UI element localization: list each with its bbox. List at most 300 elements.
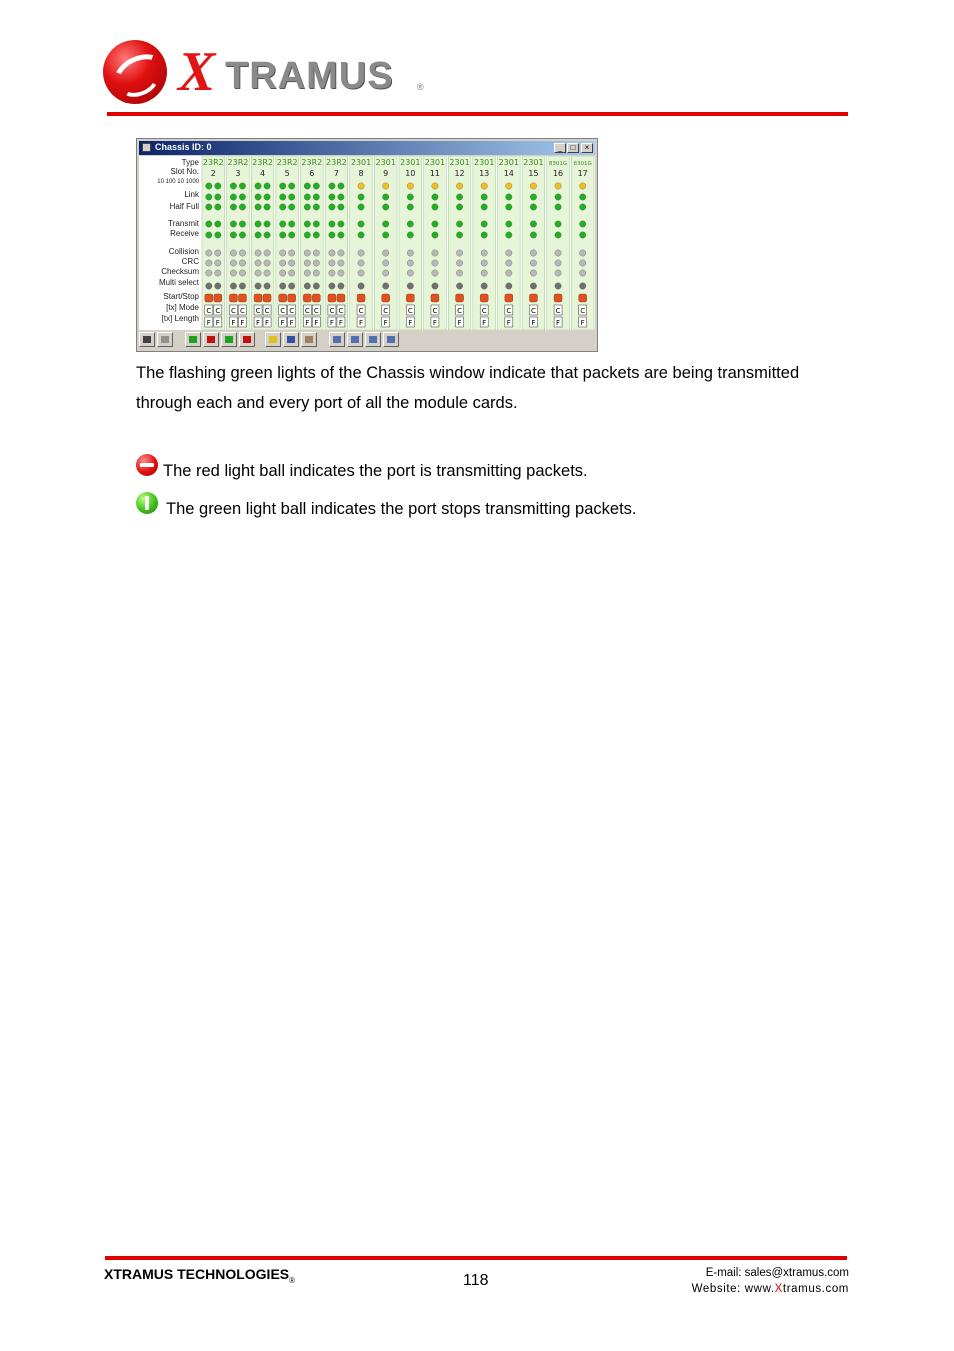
link-led bbox=[338, 194, 344, 200]
duplex-led bbox=[288, 204, 294, 210]
stop-selected-icon bbox=[243, 336, 251, 343]
port-config-button-3[interactable] bbox=[365, 332, 381, 347]
crc-led bbox=[407, 260, 413, 266]
tx-mode-value: C bbox=[215, 307, 221, 315]
tx-mode-value: C bbox=[255, 307, 261, 315]
crc-led bbox=[456, 260, 462, 266]
tx-length-value: F bbox=[240, 319, 245, 327]
transmit-led bbox=[506, 221, 512, 227]
multi-select-button bbox=[456, 283, 462, 289]
tx-length-value: F bbox=[383, 319, 388, 327]
multi-select-button bbox=[579, 283, 585, 289]
module-type: 23R2 bbox=[252, 158, 273, 167]
crc-led bbox=[206, 260, 212, 266]
transmit-led bbox=[304, 221, 310, 227]
receive-led bbox=[288, 232, 294, 238]
speed-led bbox=[506, 183, 512, 189]
link-led bbox=[313, 194, 319, 200]
port-config-button-1[interactable] bbox=[329, 332, 345, 347]
chassis-grid bbox=[139, 156, 595, 330]
receive-led bbox=[506, 232, 512, 238]
tx-length-value: F bbox=[329, 319, 334, 327]
tx-length-value: F bbox=[580, 319, 585, 327]
port-config-button-4[interactable] bbox=[383, 332, 399, 347]
module-column-bg bbox=[522, 156, 545, 330]
start-stop-button bbox=[456, 294, 464, 302]
start-stop-button bbox=[303, 294, 311, 302]
clear-counters-icon bbox=[269, 336, 277, 343]
tx-length-value: F bbox=[556, 319, 561, 327]
window-title-bar[interactable] bbox=[139, 141, 595, 155]
tx-mode-value: C bbox=[264, 307, 270, 315]
tx-mode-value: C bbox=[304, 307, 310, 315]
receive-led bbox=[215, 232, 221, 238]
multi-select-button bbox=[555, 283, 561, 289]
module-type: 2301 bbox=[474, 158, 495, 167]
crc-led bbox=[481, 260, 487, 266]
module-column bbox=[522, 156, 545, 330]
module-column bbox=[350, 156, 373, 330]
tx-length-value: F bbox=[457, 319, 462, 327]
transmit-led bbox=[255, 221, 261, 227]
description-paragraph: The flashing green lights of the Chassis window indicate that packets are being transmitted through each and every port of all the module cards. bbox=[136, 364, 800, 412]
collision-led bbox=[338, 250, 344, 256]
receive-led bbox=[239, 232, 245, 238]
module-column-bg bbox=[251, 156, 274, 330]
link-led bbox=[481, 194, 487, 200]
checksum-led bbox=[456, 270, 462, 276]
collision-led bbox=[579, 250, 585, 256]
link-led bbox=[579, 194, 585, 200]
settings-button[interactable] bbox=[301, 332, 317, 347]
collision-led bbox=[382, 250, 388, 256]
tx-length-value: F bbox=[482, 319, 487, 327]
collision-led bbox=[255, 250, 261, 256]
duplex-led bbox=[579, 204, 585, 210]
module-slot: 4 bbox=[260, 169, 266, 178]
multi-select-button bbox=[288, 283, 294, 289]
link-led bbox=[288, 194, 294, 200]
link-led bbox=[456, 194, 462, 200]
tx-length-value: F bbox=[265, 319, 270, 327]
duplex-led bbox=[382, 204, 388, 210]
module-slot: 13 bbox=[479, 169, 490, 178]
tx-mode-value: C bbox=[206, 307, 212, 315]
module-slot: 3 bbox=[235, 169, 241, 178]
row-label: Multi select bbox=[158, 278, 199, 287]
link-led bbox=[382, 194, 388, 200]
module-slot: 9 bbox=[383, 169, 389, 178]
module-slot: 12 bbox=[454, 169, 465, 178]
multi-select-button bbox=[313, 283, 319, 289]
collision-led bbox=[288, 250, 294, 256]
tx-mode-value: C bbox=[239, 307, 245, 315]
logo-text: TRAMUS bbox=[225, 55, 394, 97]
crc-led bbox=[230, 260, 236, 266]
module-slot: 5 bbox=[284, 169, 290, 178]
collision-led bbox=[215, 250, 221, 256]
multi-select-button bbox=[264, 283, 270, 289]
start-stop-button bbox=[554, 294, 562, 302]
speed-led bbox=[481, 183, 487, 189]
collision-led bbox=[530, 250, 536, 256]
module-slot: 7 bbox=[333, 169, 339, 178]
chassis-disconnect-button[interactable] bbox=[157, 332, 173, 347]
module-slot: 17 bbox=[577, 169, 588, 178]
module-column bbox=[571, 156, 594, 330]
module-type: 2301 bbox=[400, 158, 421, 167]
checksum-led bbox=[481, 270, 487, 276]
transmit-led bbox=[407, 221, 413, 227]
checksum-led bbox=[255, 270, 261, 276]
duplex-led bbox=[506, 204, 512, 210]
module-type: 2301 bbox=[424, 158, 446, 167]
collision-led bbox=[456, 250, 462, 256]
crc-led bbox=[264, 260, 270, 266]
network-icon bbox=[287, 336, 295, 343]
module-slot: 14 bbox=[503, 169, 514, 178]
speed-led bbox=[329, 183, 335, 189]
crc-led bbox=[506, 260, 512, 266]
receive-led bbox=[432, 232, 438, 238]
collision-led bbox=[407, 250, 413, 256]
start-stop-button bbox=[254, 294, 262, 302]
module-type: 23R2 bbox=[202, 158, 224, 167]
transmit-led bbox=[329, 221, 335, 227]
module-type: 2301 bbox=[523, 158, 544, 167]
tx-mode-value: C bbox=[432, 307, 438, 315]
crc-led bbox=[239, 260, 245, 266]
tx-length-value: F bbox=[531, 319, 536, 327]
port-config-icon-3 bbox=[369, 336, 377, 343]
receive-led bbox=[255, 232, 261, 238]
tx-mode-value: C bbox=[481, 307, 487, 315]
receive-led bbox=[304, 232, 310, 238]
transmit-led bbox=[215, 221, 221, 227]
clear-counters-button[interactable] bbox=[265, 332, 281, 347]
legend-green-text: The green light ball indicates the port stops transmitting packets. bbox=[166, 500, 637, 518]
collision-led bbox=[279, 250, 285, 256]
checksum-led bbox=[530, 270, 536, 276]
module-column bbox=[547, 156, 570, 330]
collision-led bbox=[239, 250, 245, 256]
receive-led bbox=[264, 232, 270, 238]
speed-led bbox=[279, 183, 285, 189]
start-all-icon bbox=[189, 336, 197, 343]
tx-length-value: F bbox=[305, 319, 310, 327]
link-led bbox=[264, 194, 270, 200]
start-stop-button bbox=[579, 294, 587, 302]
start-stop-button bbox=[431, 294, 439, 302]
collision-led bbox=[304, 250, 310, 256]
link-led bbox=[215, 194, 221, 200]
settings-icon bbox=[305, 336, 313, 343]
speed-led bbox=[239, 183, 245, 189]
start-all-button[interactable] bbox=[185, 332, 201, 347]
receive-led bbox=[530, 232, 536, 238]
checksum-led bbox=[555, 270, 561, 276]
row-label: Transmit bbox=[168, 219, 199, 228]
speed-led bbox=[338, 183, 344, 189]
tx-mode-value: C bbox=[358, 307, 364, 315]
speed-led bbox=[313, 183, 319, 189]
crc-led bbox=[255, 260, 261, 266]
module-column bbox=[473, 156, 496, 330]
crc-led bbox=[279, 260, 285, 266]
crc-led bbox=[432, 260, 438, 266]
module-slot: 16 bbox=[552, 169, 564, 178]
receive-led bbox=[555, 232, 561, 238]
crc-led bbox=[555, 260, 561, 266]
collision-led bbox=[206, 250, 212, 256]
multi-select-button bbox=[329, 283, 335, 289]
speed-led bbox=[358, 183, 364, 189]
tx-length-value: F bbox=[408, 319, 413, 327]
transmit-led bbox=[338, 221, 344, 227]
crc-led bbox=[358, 260, 364, 266]
collision-led bbox=[555, 250, 561, 256]
link-led bbox=[230, 194, 236, 200]
stop-all-button[interactable] bbox=[203, 332, 219, 347]
crc-led bbox=[288, 260, 294, 266]
start-stop-button bbox=[288, 294, 296, 302]
tx-length-value: F bbox=[314, 319, 319, 327]
transmit-led bbox=[358, 221, 364, 227]
footer-company-name: XTRAMUS TECHNOLOGIES bbox=[104, 1266, 290, 1282]
tx-mode-value: C bbox=[555, 307, 561, 315]
duplex-led bbox=[481, 204, 487, 210]
row-label: Checksum bbox=[161, 267, 199, 276]
module-column-bg bbox=[571, 156, 594, 330]
module-slot: 2 bbox=[210, 169, 216, 178]
stop-ball-icon bbox=[136, 454, 158, 476]
tx-length-value: F bbox=[280, 319, 285, 327]
checksum-led bbox=[432, 270, 438, 276]
multi-select-button bbox=[239, 283, 245, 289]
checksum-led bbox=[279, 270, 285, 276]
duplex-led bbox=[358, 204, 364, 210]
transmit-led bbox=[530, 221, 536, 227]
transmit-led bbox=[264, 221, 270, 227]
start-stop-button bbox=[312, 294, 320, 302]
start-stop-button bbox=[382, 294, 390, 302]
transmit-led bbox=[313, 221, 319, 227]
transmit-led bbox=[382, 221, 388, 227]
duplex-led bbox=[456, 204, 462, 210]
module-column-bg bbox=[424, 156, 447, 330]
link-led bbox=[432, 194, 438, 200]
module-column-bg bbox=[374, 156, 397, 330]
tx-length-value: F bbox=[432, 319, 437, 327]
tx-mode-value: C bbox=[383, 307, 389, 315]
link-led bbox=[358, 194, 364, 200]
row-label: Link bbox=[184, 190, 199, 199]
module-column bbox=[498, 156, 521, 330]
crc-led bbox=[329, 260, 335, 266]
duplex-led bbox=[530, 204, 536, 210]
receive-led bbox=[206, 232, 212, 238]
checksum-led bbox=[239, 270, 245, 276]
checksum-led bbox=[579, 270, 585, 276]
speed-led bbox=[432, 183, 438, 189]
window-app-icon bbox=[142, 143, 151, 152]
start-selected-button[interactable] bbox=[221, 332, 237, 347]
module-column bbox=[424, 156, 447, 330]
maximize-button[interactable]: □ bbox=[567, 143, 579, 153]
row-label: Slot No. bbox=[170, 167, 199, 176]
website-x: X bbox=[774, 1283, 783, 1295]
checksum-led bbox=[264, 270, 270, 276]
module-column-bg bbox=[473, 156, 496, 330]
start-stop-button bbox=[357, 294, 365, 302]
module-column bbox=[301, 156, 324, 330]
module-type: 23R2 bbox=[227, 158, 249, 167]
transmit-led bbox=[206, 221, 212, 227]
tx-length-value: F bbox=[215, 319, 220, 327]
checksum-led bbox=[215, 270, 221, 276]
multi-select-button bbox=[382, 283, 388, 289]
multi-select-button bbox=[358, 283, 364, 289]
window-title: Chassis ID: 0 bbox=[155, 142, 212, 152]
multi-select-button bbox=[255, 283, 261, 289]
tx-mode-value: C bbox=[329, 307, 335, 315]
module-column-bg bbox=[498, 156, 521, 330]
module-column-bg bbox=[350, 156, 373, 330]
module-slot: 15 bbox=[528, 169, 539, 178]
link-led bbox=[407, 194, 413, 200]
tx-length-value: F bbox=[338, 319, 343, 327]
module-column-bg bbox=[227, 156, 250, 330]
start-stop-button bbox=[529, 294, 537, 302]
tx-mode-value: C bbox=[530, 307, 536, 315]
collision-led bbox=[329, 250, 335, 256]
module-type: 2301 bbox=[498, 158, 519, 167]
multi-select-button bbox=[530, 283, 536, 289]
receive-led bbox=[407, 232, 413, 238]
row-labels bbox=[139, 156, 201, 330]
logo-letter: X bbox=[178, 41, 216, 103]
receive-led bbox=[230, 232, 236, 238]
receive-led bbox=[338, 232, 344, 238]
chassis-connect-button[interactable] bbox=[139, 332, 155, 347]
port-config-button-2[interactable] bbox=[347, 332, 363, 347]
duplex-led bbox=[304, 204, 310, 210]
duplex-led bbox=[255, 204, 261, 210]
module-column-bg bbox=[325, 156, 348, 330]
row-label: CRC bbox=[181, 257, 199, 266]
receive-led bbox=[382, 232, 388, 238]
multi-select-button bbox=[338, 283, 344, 289]
module-column-bg bbox=[448, 156, 471, 330]
checksum-led bbox=[338, 270, 344, 276]
minimize-button[interactable]: _ bbox=[554, 143, 566, 153]
tx-length-value: F bbox=[206, 319, 211, 327]
speed-led bbox=[456, 183, 462, 189]
start-stop-button bbox=[263, 294, 271, 302]
duplex-led bbox=[338, 204, 344, 210]
footer-website[interactable] bbox=[692, 1283, 849, 1295]
receive-led bbox=[279, 232, 285, 238]
speed-led bbox=[304, 183, 310, 189]
collision-led bbox=[481, 250, 487, 256]
row-label: Type bbox=[181, 158, 199, 167]
transmit-led bbox=[239, 221, 245, 227]
transmit-led bbox=[481, 221, 487, 227]
chassis-toolbar bbox=[139, 331, 595, 349]
module-column bbox=[276, 156, 299, 330]
tx-mode-value: C bbox=[313, 307, 319, 315]
module-type: 2301 bbox=[449, 158, 470, 167]
checksum-led bbox=[288, 270, 294, 276]
speed-led bbox=[206, 183, 212, 189]
duplex-led bbox=[313, 204, 319, 210]
checksum-led bbox=[304, 270, 310, 276]
start-stop-button bbox=[279, 294, 287, 302]
network-button[interactable] bbox=[283, 332, 299, 347]
speed-led bbox=[530, 183, 536, 189]
row-label: Receive bbox=[170, 229, 199, 238]
tx-length-value: F bbox=[231, 319, 236, 327]
module-column-bg bbox=[399, 156, 422, 330]
speed-led bbox=[382, 183, 388, 189]
tx-length-value: F bbox=[256, 319, 261, 327]
stop-selected-button[interactable] bbox=[239, 332, 255, 347]
logo-registered-mark: ® bbox=[417, 82, 424, 92]
speed-led bbox=[264, 183, 270, 189]
link-led bbox=[255, 194, 261, 200]
start-stop-button bbox=[480, 294, 488, 302]
tx-mode-value: C bbox=[230, 307, 236, 315]
duplex-led bbox=[407, 204, 413, 210]
link-led bbox=[506, 194, 512, 200]
receive-led bbox=[329, 232, 335, 238]
link-led bbox=[555, 194, 561, 200]
close-button[interactable]: × bbox=[581, 143, 593, 153]
transmit-led bbox=[555, 221, 561, 227]
module-column-bg bbox=[301, 156, 324, 330]
transmit-led bbox=[230, 221, 236, 227]
crc-led bbox=[215, 260, 221, 266]
port-config-icon-1 bbox=[333, 336, 341, 343]
module-type: 23R2 bbox=[276, 158, 298, 167]
duplex-led bbox=[432, 204, 438, 210]
logo-ball-icon bbox=[103, 40, 167, 104]
speed-led bbox=[215, 183, 221, 189]
chassis-disconnect-icon bbox=[161, 336, 169, 343]
speed-led bbox=[288, 183, 294, 189]
checksum-led bbox=[230, 270, 236, 276]
module-slot: 8 bbox=[358, 169, 364, 178]
footer-email[interactable]: E-mail: sales@xtramus.com bbox=[705, 1267, 849, 1279]
website-prefix: Website: www. bbox=[691, 1283, 775, 1295]
page-number: 118 bbox=[463, 1272, 489, 1289]
module-slot: 6 bbox=[309, 169, 315, 178]
duplex-led bbox=[206, 204, 212, 210]
receive-led bbox=[456, 232, 462, 238]
checksum-led bbox=[206, 270, 212, 276]
xtramus-logo bbox=[103, 38, 433, 108]
start-stop-button bbox=[337, 294, 345, 302]
module-column bbox=[448, 156, 471, 330]
multi-select-button bbox=[215, 283, 221, 289]
checksum-led bbox=[313, 270, 319, 276]
multi-select-button bbox=[407, 283, 413, 289]
collision-led bbox=[358, 250, 364, 256]
footer-rule bbox=[105, 1256, 847, 1260]
duplex-led bbox=[239, 204, 245, 210]
speed-led bbox=[255, 183, 261, 189]
transmit-led bbox=[456, 221, 462, 227]
